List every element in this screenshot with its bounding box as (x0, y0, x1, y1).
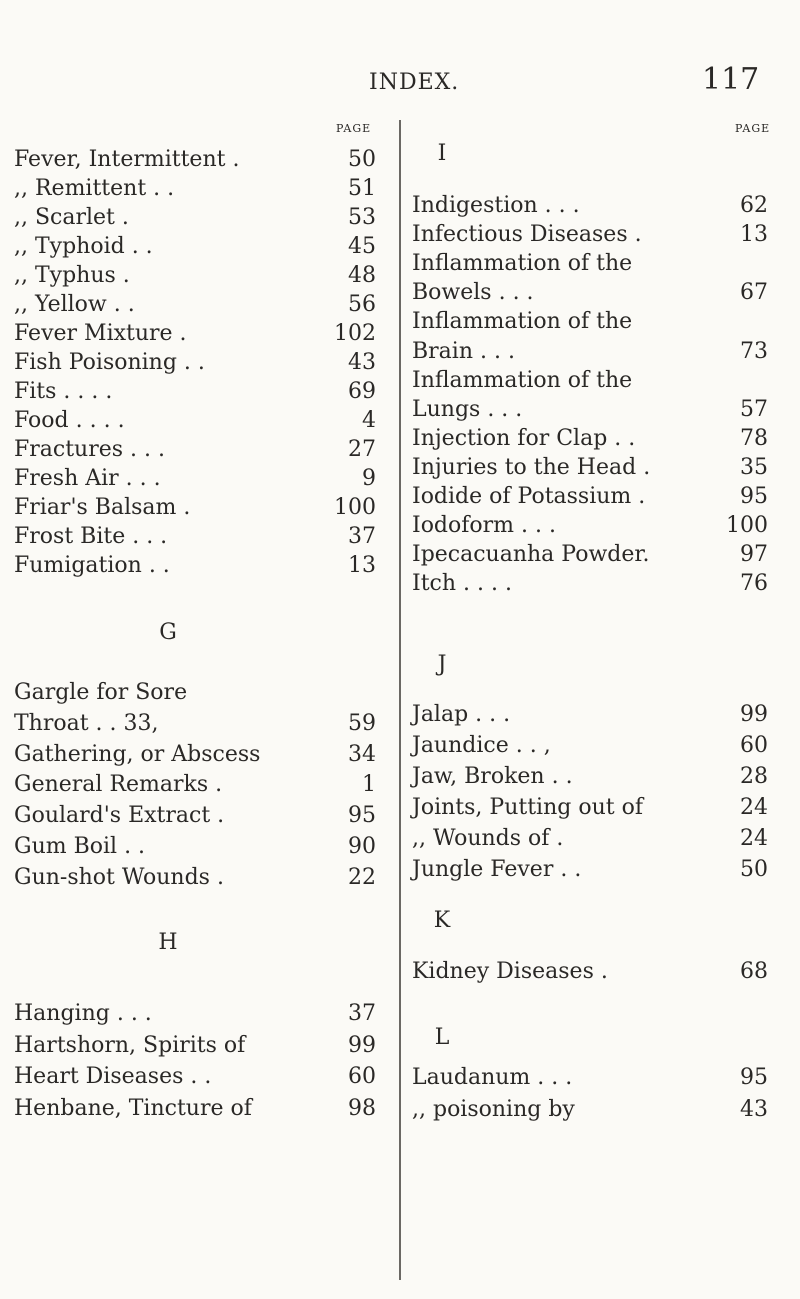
index-entry-term: Inflammation of the (412, 251, 633, 277)
index-entry (14, 407, 125, 435)
index-entry (412, 763, 573, 791)
index-entry-page: 67 (740, 280, 768, 306)
index-entry (412, 483, 645, 511)
index-entry-term: Fever Mixture . (14, 321, 187, 346)
index-entry (14, 1000, 152, 1028)
index-entry-page: 59 (348, 710, 376, 736)
index-entry-page: 95 (740, 484, 768, 509)
index-entry-term: Throat . . 33, (14, 710, 159, 736)
index-entry (14, 204, 129, 232)
index-entry (14, 710, 159, 738)
index-entry-page: 57 (740, 396, 768, 422)
index-entry (412, 454, 650, 482)
index-entry (412, 732, 551, 760)
index-entry-term: Iodide of Potassium . (412, 484, 646, 509)
index-entry (412, 396, 522, 424)
page-number: 117 (702, 62, 760, 97)
index-entry (412, 425, 635, 453)
index-entry-page: 100 (726, 513, 768, 539)
index-entry-page: 99 (348, 1032, 376, 1058)
index-entry (14, 175, 174, 203)
index-entry (14, 679, 187, 707)
index-entry-term: Jungle Fever . . (412, 857, 582, 882)
index-entry (412, 701, 510, 729)
index-entry-page: 13 (740, 222, 768, 248)
index-entry-page: 34 (348, 741, 376, 767)
index-entry-page: 99 (740, 702, 768, 727)
index-entry-term: Friar's Balsam . (14, 495, 191, 520)
index-entry (412, 1064, 572, 1092)
index-entry-page: 24 (740, 826, 768, 851)
index-entry-page: 9 (362, 466, 376, 491)
index-entry-term: Kidney Diseases . (412, 959, 608, 984)
index-entry (412, 856, 581, 884)
index-entry-term: Henbane, Tincture of (14, 1095, 252, 1121)
index-entry-page: 76 (740, 571, 768, 597)
index-entry-term: Bowels . . . (412, 280, 534, 306)
index-entry-term: ,, Wounds of . (412, 826, 564, 851)
index-entry-term: Ipecacuanha Powder. (412, 542, 650, 568)
index-entry (14, 741, 260, 769)
index-entry-page: 100 (334, 495, 376, 520)
index-entry-term: ,, poisoning by (412, 1096, 575, 1122)
index-entry-page: 45 (348, 234, 376, 259)
index-entry-term: Itch . . . . (412, 571, 512, 597)
index-entry-term: Gun-shot Wounds . (14, 864, 224, 890)
section-letter: I (437, 141, 447, 166)
index-entry (14, 552, 170, 580)
index-entry-page: 50 (740, 857, 768, 882)
index-entry-page: 60 (348, 1064, 376, 1089)
index-entry-term: Laudanum . . . (412, 1065, 573, 1090)
index-entry-term: Jaw, Broken . . (412, 764, 573, 789)
index-entry-page: 60 (740, 733, 768, 758)
index-entry-term: Inflammation of the (412, 367, 633, 393)
index-entry-term: Indigestion . . . (412, 193, 580, 218)
index-entry (14, 320, 187, 348)
index-entry-page: 97 (740, 542, 768, 568)
index-entry (14, 494, 190, 522)
index-entry-term: Hartshorn, Spirits of (14, 1032, 246, 1058)
index-entry (412, 512, 556, 540)
index-entry-term: Goulard's Extract . (14, 803, 225, 829)
index-entry (412, 1096, 575, 1124)
index-entry (412, 958, 608, 986)
index-entry-page: 37 (348, 1001, 376, 1026)
index-entry-page: 48 (348, 263, 376, 288)
index-entry-term: Gathering, or Abscess (14, 741, 261, 767)
index-entry (14, 378, 112, 406)
index-entry-page: 43 (348, 350, 376, 375)
index-entry (14, 833, 145, 861)
index-entry-term: ,, Typhus . (14, 263, 130, 288)
index-entry (14, 523, 167, 551)
index-entry-term: Infectious Diseases . (412, 222, 642, 248)
index-entry (412, 570, 512, 598)
index-entry-term: Frost Bite . . . (14, 524, 168, 549)
index-entry-term: Heart Diseases . . (14, 1064, 212, 1089)
index-entry-page: 62 (740, 193, 768, 218)
section-letter: K (433, 908, 451, 933)
index-entry-page: 69 (348, 379, 376, 404)
section-letter: L (434, 1025, 450, 1050)
running-header-title: INDEX. (369, 70, 460, 95)
index-entry-term: Iodoform . . . (412, 513, 556, 539)
index-entry (14, 233, 153, 261)
index-entry-page: 78 (740, 425, 768, 451)
index-entry-page: 37 (348, 524, 376, 549)
index-entry (14, 465, 161, 493)
index-entry-page: 24 (740, 795, 768, 820)
index-entry-page: 53 (348, 205, 376, 230)
section-letter: J (437, 652, 447, 677)
index-entry-page: 27 (348, 437, 376, 462)
index-entry (14, 436, 165, 464)
index-entry-term: Joints, Putting out of (412, 795, 643, 820)
left-page-column-label: PAGE (336, 122, 372, 135)
index-entry-page: 68 (740, 959, 768, 984)
index-entry-page: 50 (348, 147, 376, 172)
index-entry (14, 1032, 245, 1060)
index-entry-page: 22 (348, 864, 376, 890)
right-page-column-label: PAGE (735, 122, 771, 135)
index-entry (14, 802, 224, 830)
index-entry-page: 28 (740, 764, 768, 789)
index-entry-term: Gum Boil . . (14, 834, 146, 859)
index-entry-page: 95 (348, 803, 376, 829)
index-entry-term: Brain . . . (412, 338, 515, 364)
index-entry (14, 349, 205, 377)
index-entry-term: Food . . . . (14, 408, 125, 433)
index-entry-page: 1 (362, 772, 376, 798)
index-entry-page: 102 (334, 321, 376, 346)
index-entry-page: 4 (362, 408, 376, 433)
index-entry-term: Fish Poisoning . . (14, 350, 205, 375)
index-entry-page: 13 (348, 553, 376, 578)
index-entry-term: Fresh Air . . . (14, 466, 161, 491)
section-letter: G (159, 620, 177, 645)
index-entry (14, 146, 239, 174)
index-entry-page: 98 (348, 1095, 376, 1121)
index-entry (14, 864, 224, 892)
index-entry-page: 43 (740, 1096, 768, 1122)
index-entry-term: Jaundice . . , (412, 733, 551, 758)
index-entry-page: 95 (740, 1065, 768, 1090)
index-entry-term: General Remarks . (14, 772, 223, 798)
index-entry-term: Lungs . . . (412, 396, 523, 422)
index-entry-term: Fits . . . . (14, 379, 113, 404)
index-entry (412, 250, 632, 278)
index-entry-page: 90 (348, 834, 376, 859)
index-entry-term: Jalap . . . (412, 702, 511, 727)
column-divider (399, 120, 401, 1280)
index-entry-term: Injuries to the Head . (412, 454, 651, 480)
index-entry-term: ,, Typhoid . . (14, 234, 153, 259)
index-entry (14, 1063, 211, 1091)
index-entry-term: Injection for Clap . . (412, 425, 636, 451)
index-entry (412, 338, 515, 366)
index-entry-term: Inflammation of the (412, 309, 633, 335)
index-entry (412, 825, 563, 853)
index-entry (14, 262, 130, 290)
index-entry-term: Gargle for Sore (14, 680, 188, 705)
section-letter: H (158, 930, 178, 955)
index-entry-term: ,, Yellow . . (14, 292, 135, 317)
index-entry-page: 35 (740, 454, 768, 480)
index-entry-term: Fractures . . . (14, 437, 166, 462)
index-entry (412, 308, 632, 336)
index-entry (14, 1095, 252, 1123)
index-entry-term: Fever, Intermittent . (14, 147, 240, 172)
index-entry (412, 221, 642, 249)
index-entry (412, 367, 632, 395)
index-entry (412, 541, 649, 569)
index-entry-term: Fumigation . . (14, 553, 170, 578)
index-entry (412, 192, 580, 220)
index-entry-term: Hanging . . . (14, 1001, 152, 1026)
index-entry-page: 56 (348, 292, 376, 317)
index-entry (14, 771, 222, 799)
index-entry (14, 291, 135, 319)
index-entry-page: 73 (740, 338, 768, 364)
index-entry-page: 51 (348, 176, 376, 201)
index-entry (412, 279, 534, 307)
index-entry-term: ,, Scarlet . (14, 205, 129, 230)
index-entry-term: ,, Remittent . . (14, 176, 175, 201)
index-entry (412, 794, 643, 822)
